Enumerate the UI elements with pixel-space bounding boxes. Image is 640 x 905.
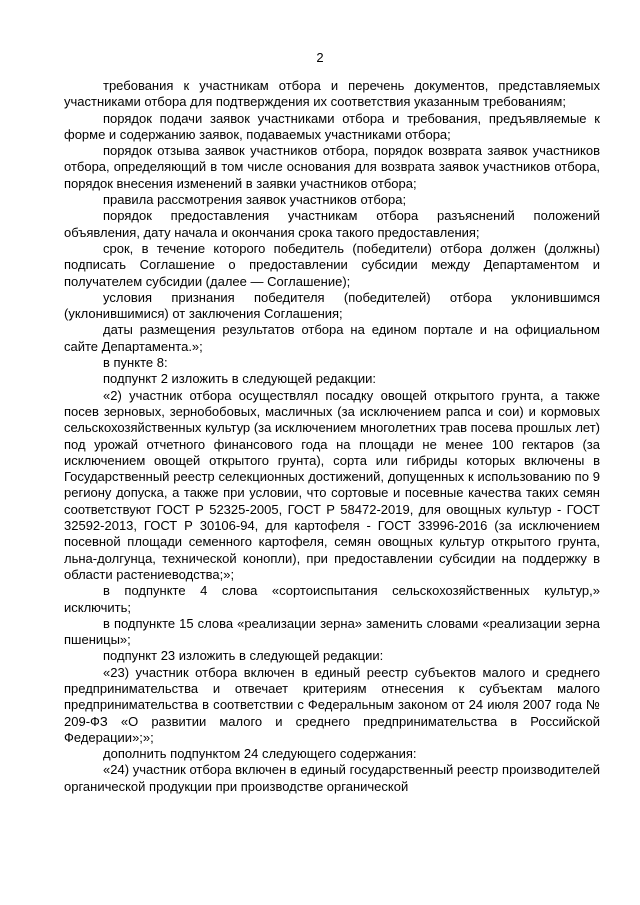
paragraph-results-publication: даты размещения результатов отбора на едином портале и на официальном сайте Департамента.»; (64, 322, 600, 354)
paragraph-subpoint-23-intro: подпункт 23 изложить в следующей редакции: (103, 648, 384, 664)
paragraph-clarifications: порядок предоставления участникам отбора разъяснений положений объявления, дату начала и окончания срока такого предоставления; (64, 208, 600, 240)
paragraph-subpoint-2-intro: подпункт 2 изложить в следующей редакции: (103, 371, 377, 387)
paragraph-evasion-conditions: условия признания победителя (победителей) отбора уклонившимся (уклонившимися) от заключения Соглашения; (64, 289, 600, 322)
paragraph-review-rules: правила рассмотрения заявок участников отбора; (103, 192, 407, 208)
page-number: 2 (316, 50, 324, 65)
paragraph-subpoint-2-text: «2) участник отбора осуществлял посадку овощей открытого грунта, а также посев зерновых, зернобобовых, масличных (за исключением рапса и сои) и кормовых сельскохозяйственных культур (за исключением многолетних трав посева прошлых лет) под урожай отчетного финансового года на площади не менее 100 гектаров (за исключением овощей открытого грунта), сорта или гибриды которых включены в Государственный реестр селекционных достижений, допущенных к использованию по 9 региону допуска, а также при условии, что сортовые и посевные качества таких семян соответствуют ГОСТ Р 52325-2005, ГОСТ Р 58472-2019, для овощных культур - ГОСТ 32592-2013, ГОСТ Р 30106-94, для картофеля - ГОСТ 33996-2016 (за исключением посевной площади семенного картофеля, семян овощных культур открытого грунта, льна-долгунца, технической конопли), при предоставлении субсидии на поддержку в области растениеводства;»; (64, 387, 600, 582)
paragraph-subpoint-23-text: «23) участник отбора включен в единый реестр субъектов малого и среднего предпринимательства и отвечает критериям отнесения к субъектам малого предпринимательства в соответствии с Федеральным законом от 24 июля 2007 года № 209-ФЗ «О развитии малого и среднего предпринимательства в Российской Федерации»;»; (64, 664, 600, 745)
paragraph-application-withdrawal: порядок отзыва заявок участников отбора, порядок возврата заявок участников отбора, определяющий в том числе основания для возврата заявок участников отбора, порядок внесения изменений в заявки участников отбора; (64, 143, 600, 191)
paragraph-point-8: в пункте 8: (103, 355, 168, 371)
paragraph-participant-requirements: требования к участникам отбора и перечень документов, представляемых участниками отбора для подтверждения их соответствия указанным требованиям; (64, 78, 600, 110)
paragraph-agreement-deadline: срок, в течение которого победитель (победители) отбора должен (должны) подписать Соглашение о предоставлении субсидии между Департаментом и получателем субсидии (далее — Соглашение); (64, 240, 600, 289)
paragraph-subpoint-24-intro: дополнить подпунктом 24 следующего содержания: (103, 746, 417, 762)
paragraph-subpoint-24-text: «24) участник отбора включен в единый государственный реестр производителей органической продукции при производстве органической (64, 762, 600, 794)
document-body (64, 78, 600, 795)
paragraph-subpoint-4: в подпункте 4 слова «сортоиспытания сельскохозяйственных культур,» исключить; (64, 583, 600, 615)
paragraph-application-submission: порядок подачи заявок участниками отбора и требования, предъявляемые к форме и содержанию заявок, подаваемых участниками отбора; (64, 110, 600, 142)
paragraph-subpoint-15: в подпункте 15 слова «реализации зерна» заменить словами «реализации зерна пшеницы»; (64, 615, 600, 648)
